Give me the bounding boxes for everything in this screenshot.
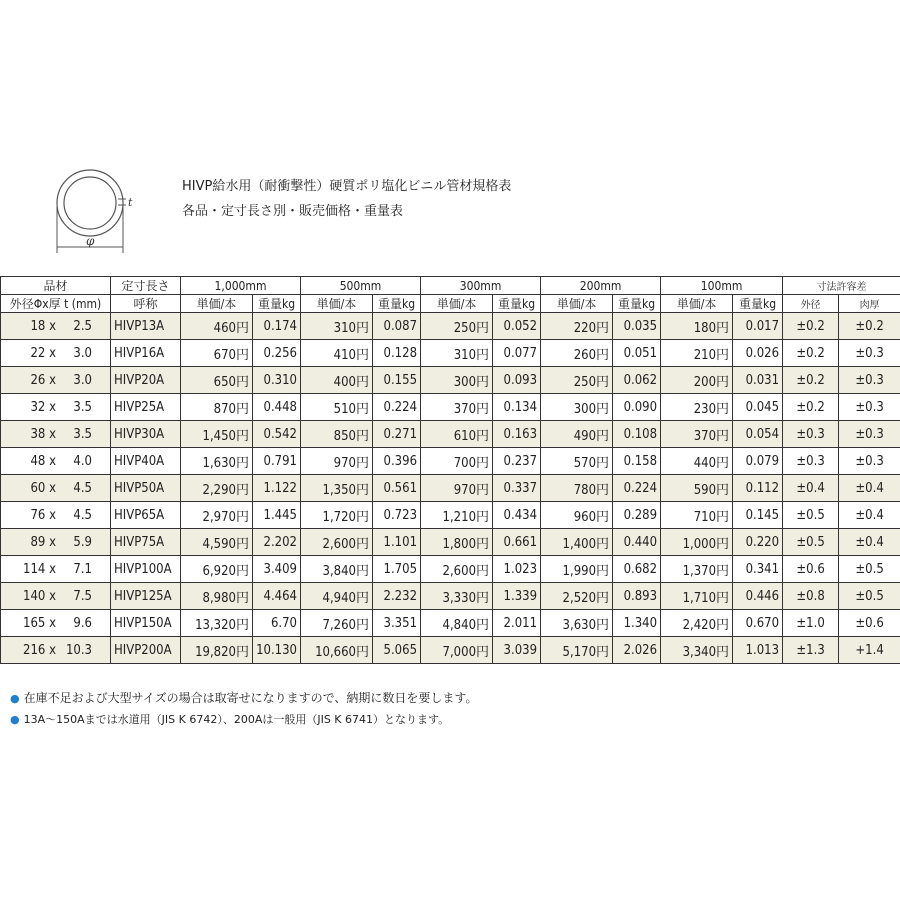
weight-cell: 0.052 [493,313,541,340]
unit-price-cell: 4,590円 [181,529,253,556]
weight-cell: 0.256 [253,340,301,367]
weight-cell: 10.130 [253,637,301,664]
wall-thickness: 3.5 [73,426,92,442]
unit-price-cell: 3,630円 [541,610,613,637]
unit-price-cell: 220円 [541,313,613,340]
size-cell [1,340,111,367]
unit-price-cell: 710円 [661,502,733,529]
size-cell [1,394,111,421]
notes [10,688,477,730]
wall-thickness: 3.0 [73,372,92,388]
weight-cell: 0.337 [493,475,541,502]
tolerance-wall-cell: ±0.3 [839,448,900,475]
weight-cell: 0.220 [733,529,783,556]
outer-diameter: 140 x [23,588,56,604]
material-header: 品材 [1,277,111,295]
unit-price-cell: 1,710円 [661,583,733,610]
tolerance-od-cell: ±0.5 [783,502,839,529]
weight-cell: 0.446 [733,583,783,610]
tolerance-wall-cell: ±0.4 [839,529,900,556]
weight-cell: 0.341 [733,556,783,583]
unit-price-cell: 1,720円 [301,502,373,529]
unit-price-cell: 19,820円 [181,637,253,664]
unit-price-cell: 180円 [661,313,733,340]
note-1 [10,688,477,709]
weight-cell: 0.396 [373,448,421,475]
tolerance-od-cell: ±0.5 [783,529,839,556]
table-row [1,340,900,367]
bullet-icon: ● [10,692,20,705]
wall-thickness: 4.5 [73,480,92,496]
unit-price-cell: 1,000円 [661,529,733,556]
weight-cell: 0.224 [373,394,421,421]
unit-price-cell: 2,420円 [661,610,733,637]
weight-cell: 0.434 [493,502,541,529]
wall-thickness: 7.5 [73,588,92,604]
tolerance-od-cell: ±0.8 [783,583,839,610]
designation-cell: HIVP65A [111,502,181,529]
weight-cell: 0.670 [733,610,783,637]
designation-cell: HIVP125A [111,583,181,610]
table-row [1,313,900,340]
unit-price-cell: 490円 [541,421,613,448]
designation-cell: HIVP13A [111,313,181,340]
unit-price-cell: 1,350円 [301,475,373,502]
unit-price-cell: 440円 [661,448,733,475]
weight-cell: 3.351 [373,610,421,637]
size-cell [1,502,111,529]
weight-cell: 0.045 [733,394,783,421]
tolerance-od-cell: ±0.2 [783,367,839,394]
outer-diameter: 216 x [23,642,56,658]
weight-cell: 4.464 [253,583,301,610]
weight-cell: 0.031 [733,367,783,394]
designation-cell: HIVP16A [111,340,181,367]
outer-diameter: 38 x [30,426,56,442]
weight-cell: 0.289 [613,502,661,529]
weight-cell: 1.705 [373,556,421,583]
table-row [1,556,900,583]
weight-cell: 0.026 [733,340,783,367]
unit-price-cell: 1,630円 [181,448,253,475]
table-row [1,367,900,394]
weight-cell: 0.174 [253,313,301,340]
wall-thickness: 2.5 [73,318,92,334]
wall-thickness: 3.5 [73,399,92,415]
weight-cell: 0.017 [733,313,783,340]
tolerance-wall-cell: ±0.4 [839,502,900,529]
size-cell [1,556,111,583]
note-text: 在庫不足および大型サイズの場合は取寄せになりますので、納期に数日を要します。 [23,691,478,705]
unit-price-header: 単価/本 [181,295,253,313]
length-header-200: 200mm [541,277,661,295]
fixed-length-header: 定寸長さ [111,277,181,295]
unit-price-cell: 4,940円 [301,583,373,610]
wall-thickness: 9.6 [73,615,92,631]
weight-cell: 0.145 [733,502,783,529]
diameter-label: φ [86,234,95,248]
outer-diameter: 22 x [30,345,56,361]
designation-cell: HIVP25A [111,394,181,421]
weight-cell: 0.682 [613,556,661,583]
wall-thickness: 7.1 [73,561,92,577]
weight-cell: 0.271 [373,421,421,448]
weight-cell: 0.542 [253,421,301,448]
designation-header: 呼称 [111,295,181,313]
tolerance-od-cell: ±0.2 [783,394,839,421]
tolerance-header: 寸法許容差 [783,277,900,295]
weight-cell: 0.090 [613,394,661,421]
spec-table [0,276,900,664]
size-cell [1,313,111,340]
tolerance-wall-header: 肉厚 [839,295,900,313]
unit-price-cell: 310円 [421,340,493,367]
tolerance-wall-cell: ±0.4 [839,475,900,502]
tolerance-od-cell: ±0.2 [783,313,839,340]
weight-cell: 0.108 [613,421,661,448]
unit-price-cell: 400円 [301,367,373,394]
table-row [1,583,900,610]
table-row [1,502,900,529]
unit-price-cell: 13,320円 [181,610,253,637]
tolerance-wall-cell: ±0.3 [839,340,900,367]
weight-cell: 0.077 [493,340,541,367]
weight-cell: 0.791 [253,448,301,475]
unit-price-header: 単価/本 [661,295,733,313]
size-cell [1,583,111,610]
unit-price-cell: 8,980円 [181,583,253,610]
weight-cell: 2.202 [253,529,301,556]
weight-cell: 0.112 [733,475,783,502]
weight-cell: 0.054 [733,421,783,448]
weight-cell: 0.440 [613,529,661,556]
weight-cell: 0.051 [613,340,661,367]
unit-price-cell: 510円 [301,394,373,421]
length-header-500: 500mm [301,277,421,295]
table-row [1,448,900,475]
length-header-1000: 1,000mm [181,277,301,295]
unit-price-cell: 5,170円 [541,637,613,664]
weight-cell: 1.013 [733,637,783,664]
weight-cell: 1.340 [613,610,661,637]
unit-price-cell: 7,260円 [301,610,373,637]
tolerance-od-cell: ±0.3 [783,421,839,448]
unit-price-cell: 1,210円 [421,502,493,529]
unit-price-header: 単価/本 [301,295,373,313]
designation-cell: HIVP150A [111,610,181,637]
unit-price-cell: 970円 [421,475,493,502]
outer-diameter: 26 x [30,372,56,388]
tolerance-od-cell: ±1.3 [783,637,839,664]
outer-diameter: 89 x [30,534,56,550]
unit-price-cell: 300円 [421,367,493,394]
unit-price-cell: 1,800円 [421,529,493,556]
weight-cell: 0.093 [493,367,541,394]
unit-price-cell: 700円 [421,448,493,475]
weight-header: 重量kg [733,295,783,313]
unit-price-cell: 200円 [661,367,733,394]
unit-price-cell: 3,840円 [301,556,373,583]
size-cell [1,637,111,664]
unit-price-cell: 850円 [301,421,373,448]
unit-price-cell: 610円 [421,421,493,448]
unit-price-cell: 1,450円 [181,421,253,448]
weight-cell: 2.232 [373,583,421,610]
unit-price-cell: 7,000円 [421,637,493,664]
weight-cell: 0.237 [493,448,541,475]
unit-price-cell: 590円 [661,475,733,502]
weight-cell: 0.310 [253,367,301,394]
weight-cell: 0.561 [373,475,421,502]
unit-price-cell: 10,660円 [301,637,373,664]
tolerance-wall-cell: ±0.3 [839,367,900,394]
note-text: 13A～150Aまでは水道用（JIS K 6742）、200Aは一般用（JIS K 6741）となります。 [23,713,450,726]
table-body [1,313,900,664]
note-2 [10,709,477,730]
unit-price-cell: 2,600円 [421,556,493,583]
weight-cell: 6.70 [253,610,301,637]
unit-price-cell: 370円 [661,421,733,448]
weight-cell: 0.661 [493,529,541,556]
designation-cell: HIVP40A [111,448,181,475]
size-cell [1,475,111,502]
tolerance-wall-cell: ±0.5 [839,556,900,583]
designation-cell: HIVP20A [111,367,181,394]
weight-cell: 1.339 [493,583,541,610]
weight-header: 重量kg [493,295,541,313]
title-line-2: 各品・定寸長さ別・販売価格・重量表 [182,204,404,219]
tolerance-od-cell: ±0.4 [783,475,839,502]
weight-cell: 0.224 [613,475,661,502]
table-row [1,610,900,637]
unit-price-cell: 970円 [301,448,373,475]
weight-cell: 0.448 [253,394,301,421]
tolerance-wall-cell: ±0.5 [839,583,900,610]
title-line-1: HIVP給水用（耐衝撃性）硬質ポリ塩化ビニル管材規格表 [182,179,512,194]
size-cell [1,529,111,556]
wall-thickness: 4.5 [73,507,92,523]
weight-cell: 0.128 [373,340,421,367]
designation-cell: HIVP100A [111,556,181,583]
unit-price-cell: 250円 [421,313,493,340]
bullet-icon: ● [10,713,20,726]
tolerance-od-cell: ±0.2 [783,340,839,367]
table-row [1,394,900,421]
wall-thickness: 10.3 [65,642,92,658]
designation-cell: HIVP75A [111,529,181,556]
tolerance-wall-cell: ±0.3 [839,421,900,448]
unit-price-cell: 870円 [181,394,253,421]
size-cell [1,421,111,448]
unit-price-header: 単価/本 [541,295,613,313]
table-row [1,475,900,502]
tolerance-od-cell: ±1.0 [783,610,839,637]
unit-price-cell: 570円 [541,448,613,475]
outer-diameter: 114 x [23,561,56,577]
weight-cell: 0.158 [613,448,661,475]
length-header-100: 100mm [661,277,783,295]
tolerance-wall-cell: ±0.6 [839,610,900,637]
designation-cell: HIVP50A [111,475,181,502]
unit-price-cell: 1,370円 [661,556,733,583]
weight-cell: 3.039 [493,637,541,664]
outer-diameter: 60 x [30,480,56,496]
unit-price-cell: 670円 [181,340,253,367]
size-cell [1,367,111,394]
unit-price-cell: 6,920円 [181,556,253,583]
weight-cell: 0.062 [613,367,661,394]
outer-diameter: 18 x [30,318,56,334]
unit-price-cell: 2,970円 [181,502,253,529]
weight-cell: 0.087 [373,313,421,340]
outer-diameter: 76 x [30,507,56,523]
designation-cell: HIVP200A [111,637,181,664]
unit-price-cell: 960円 [541,502,613,529]
weight-header: 重量kg [373,295,421,313]
tolerance-wall-cell: ±0.3 [839,394,900,421]
unit-price-cell: 230円 [661,394,733,421]
wall-thickness: 3.0 [73,345,92,361]
weight-cell: 1.445 [253,502,301,529]
length-header-300: 300mm [421,277,541,295]
weight-cell: 2.011 [493,610,541,637]
tolerance-wall-cell: ±0.2 [839,313,900,340]
tolerance-od-cell: ±0.6 [783,556,839,583]
unit-price-cell: 460円 [181,313,253,340]
outer-diameter: 165 x [23,615,56,631]
table-row [1,421,900,448]
weight-cell: 0.893 [613,583,661,610]
table-row [1,529,900,556]
unit-price-cell: 2,290円 [181,475,253,502]
table-row [1,637,900,664]
unit-price-cell: 4,840円 [421,610,493,637]
unit-price-cell: 260円 [541,340,613,367]
unit-price-cell: 410円 [301,340,373,367]
weight-cell: 1.101 [373,529,421,556]
unit-price-cell: 1,400円 [541,529,613,556]
unit-price-cell: 3,330円 [421,583,493,610]
designation-cell: HIVP30A [111,421,181,448]
weight-header: 重量kg [613,295,661,313]
weight-cell: 1.023 [493,556,541,583]
unit-price-cell: 370円 [421,394,493,421]
weight-cell: 0.155 [373,367,421,394]
size-cell [1,610,111,637]
unit-price-cell: 250円 [541,367,613,394]
outer-diameter: 48 x [30,453,56,469]
thickness-label: t [128,196,133,209]
weight-cell: 0.723 [373,502,421,529]
pipe-cross-section-diagram [40,165,150,260]
weight-cell: 0.035 [613,313,661,340]
unit-price-cell: 210円 [661,340,733,367]
weight-cell: 2.026 [613,637,661,664]
unit-price-cell: 2,520円 [541,583,613,610]
tolerance-od-header: 外径 [783,295,839,313]
wall-thickness: 5.9 [73,534,92,550]
unit-price-cell: 650円 [181,367,253,394]
weight-cell: 1.122 [253,475,301,502]
tolerance-wall-cell: +1.4 [839,637,900,664]
unit-price-cell: 300円 [541,394,613,421]
wall-thickness: 4.0 [73,453,92,469]
unit-price-header: 単価/本 [421,295,493,313]
unit-price-cell: 1,990円 [541,556,613,583]
unit-price-cell: 2,600円 [301,529,373,556]
size-cell [1,448,111,475]
weight-cell: 0.079 [733,448,783,475]
weight-cell: 3.409 [253,556,301,583]
title-block [182,174,511,224]
weight-header: 重量kg [253,295,301,313]
weight-cell: 5.065 [373,637,421,664]
unit-price-cell: 310円 [301,313,373,340]
unit-price-cell: 3,340円 [661,637,733,664]
weight-cell: 0.134 [493,394,541,421]
tolerance-od-cell: ±0.3 [783,448,839,475]
weight-cell: 0.163 [493,421,541,448]
unit-price-cell: 780円 [541,475,613,502]
size-header: 外径Φx厚 t (mm) [1,295,111,313]
outer-diameter: 32 x [30,399,56,415]
